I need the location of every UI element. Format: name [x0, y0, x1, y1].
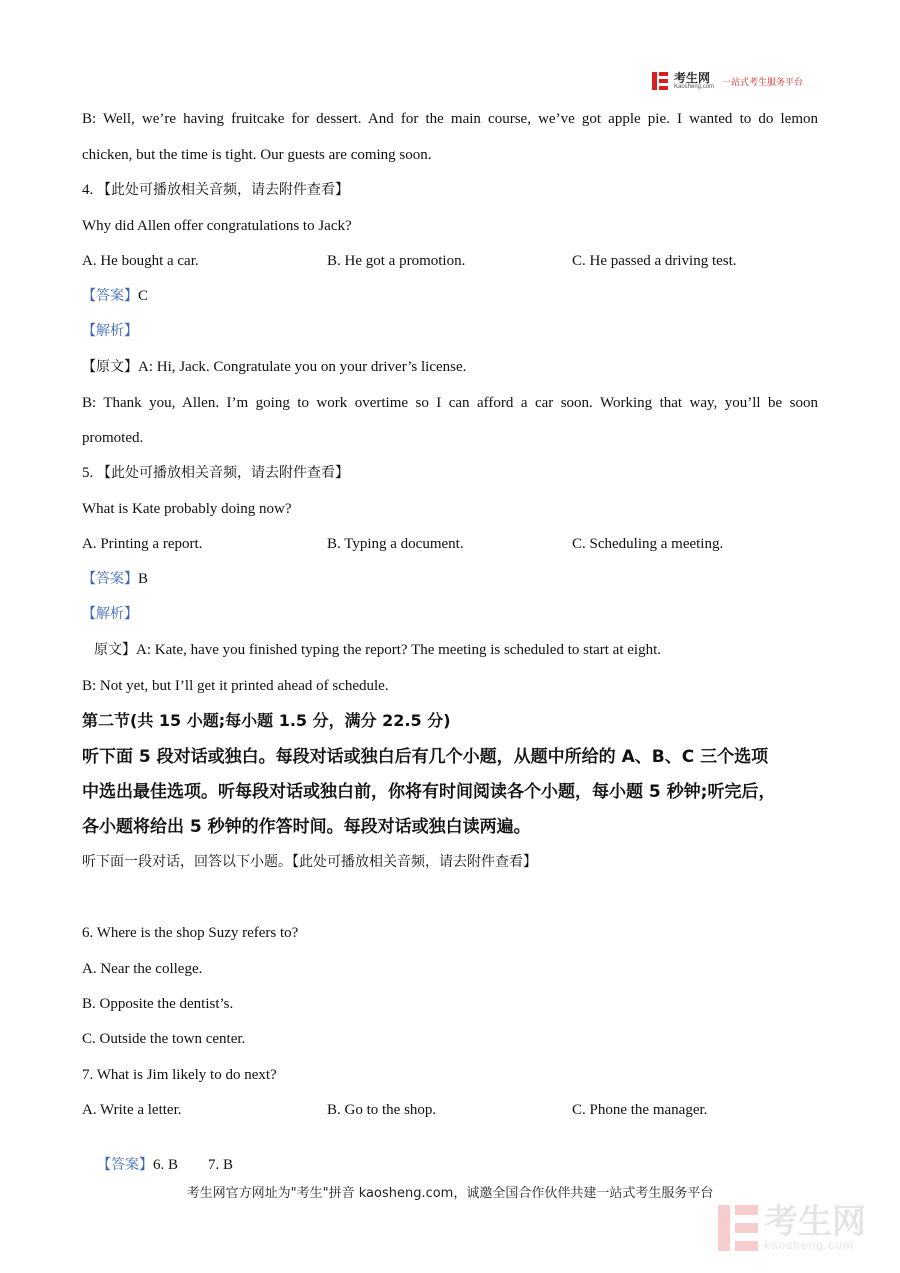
answer-value: B: [138, 571, 149, 587]
q4-option-c: C. He passed a driving test.: [572, 253, 737, 269]
brand-slogan: 一站式考生服务平台: [722, 77, 804, 88]
q6-option-b: B. Opposite the dentist’s.: [82, 996, 234, 1012]
question-7-text: 7. What is Jim likely to do next?: [82, 1067, 277, 1083]
q7-option-c: C. Phone the manager.: [572, 1102, 708, 1118]
original-text: A: Kate, have you finished typing the report? The meeting is scheduled to start at eight.: [136, 642, 661, 658]
audio-placeholder-link[interactable]: 【此处可播放相关音频，请去附件查看】: [97, 465, 349, 481]
dialogue-line: B: Not yet, but I’ll get it printed ahead of schedule.: [82, 678, 389, 694]
q5-analysis: [82, 604, 138, 624]
q4-option-a: A. He bought a car.: [82, 253, 199, 269]
q7-option-b: B. Go to the shop.: [327, 1102, 437, 1118]
kaosheng-watermark-icon: [718, 1205, 758, 1251]
question-4-header: [82, 180, 349, 200]
original-label: 原文】: [94, 642, 136, 658]
q4-option-b: B. He got a promotion.: [327, 253, 466, 269]
analysis-label: 【解析】: [82, 606, 138, 622]
q4-original: [82, 357, 466, 377]
q5-answer: [82, 569, 148, 589]
question-number: 5.: [82, 465, 94, 481]
question-5-text: What is Kate probably doing now?: [82, 501, 292, 517]
original-label: 【原文】: [82, 359, 138, 375]
watermark-domain: kaosheng.com: [764, 1238, 855, 1252]
q5-option-b: B. Typing a document.: [327, 536, 464, 552]
answer-label: 【答案】: [82, 288, 138, 304]
section-title: 第二节(共 15 小题;每小题 1.5 分，满分 22.5 分): [82, 711, 451, 730]
q7-option-a: A. Write a letter.: [82, 1102, 182, 1118]
brand-name: 考生网: [674, 71, 711, 85]
answer-value: 6. B 7. B: [153, 1157, 234, 1173]
dialogue-line: promoted.: [82, 430, 144, 446]
section-instructions-line: 各小题将给出 5 秒钟的作答时间。每段对话或独白读两遍。: [82, 817, 531, 837]
listen-prompt[interactable]: 听下面一段对话，回答以下小题。【此处可播放相关音频，请去附件查看】: [82, 854, 537, 870]
q5-original: [94, 640, 661, 660]
dialogue-line: B: Well, we’re having fruitcake for dessert. And for the main course, we’ve got apple pie. I wanted to do lemon: [82, 111, 818, 127]
answer-value: C: [138, 288, 149, 304]
kaosheng-logo-icon: [652, 72, 668, 90]
q4-analysis: [82, 321, 138, 341]
question-4-text: Why did Allen offer congratulations to Jack?: [82, 218, 352, 234]
page-footer: 考生网官方网址为"考生"拼音 kaosheng.com，诚邀全国合作伙伴共建一站式考生服务平台: [186, 1186, 714, 1201]
question-6-text: 6. Where is the shop Suzy refers to?: [82, 925, 299, 941]
answer-label: 【答案】: [82, 571, 138, 587]
section-instructions-line: 听下面 5 段对话或独白。每段对话或独白后有几个小题，从题中所给的 A、B、C 三个选项: [82, 747, 769, 767]
q5-option-c: C. Scheduling a meeting.: [572, 536, 724, 552]
answer-label: 【答案】: [97, 1157, 153, 1173]
audio-placeholder-link[interactable]: 【此处可播放相关音频，请去附件查看】: [97, 182, 349, 198]
analysis-label: 【解析】: [82, 323, 138, 339]
q4-answer: [82, 286, 148, 306]
question-number: 4.: [82, 182, 94, 198]
brand-domain: Kaosheng.com: [674, 84, 715, 90]
q5-option-a: A. Printing a report.: [82, 536, 203, 552]
header-logo[interactable]: [652, 72, 803, 90]
dialogue-line: B: Thank you, Allen. I’m going to work overtime so I can afford a car soon. Working that way, you’ll be soon: [82, 395, 818, 411]
dialogue-line: chicken, but the time is tight. Our guests are coming soon.: [82, 147, 432, 163]
original-text: A: Hi, Jack. Congratulate you on your driver’s license.: [138, 359, 467, 375]
watermark-brand: 考生网: [764, 1202, 866, 1242]
kaosheng-watermark: [718, 1202, 866, 1252]
q6-option-a: A. Near the college.: [82, 961, 203, 977]
q6-option-c: C. Outside the town center.: [82, 1031, 246, 1047]
section-instructions-line: 中选出最佳选项。听每段对话或独白前，你将有时间阅读各个小题，每小题 5 秒钟;听完后，: [82, 782, 776, 802]
question-5-header: [82, 463, 349, 483]
